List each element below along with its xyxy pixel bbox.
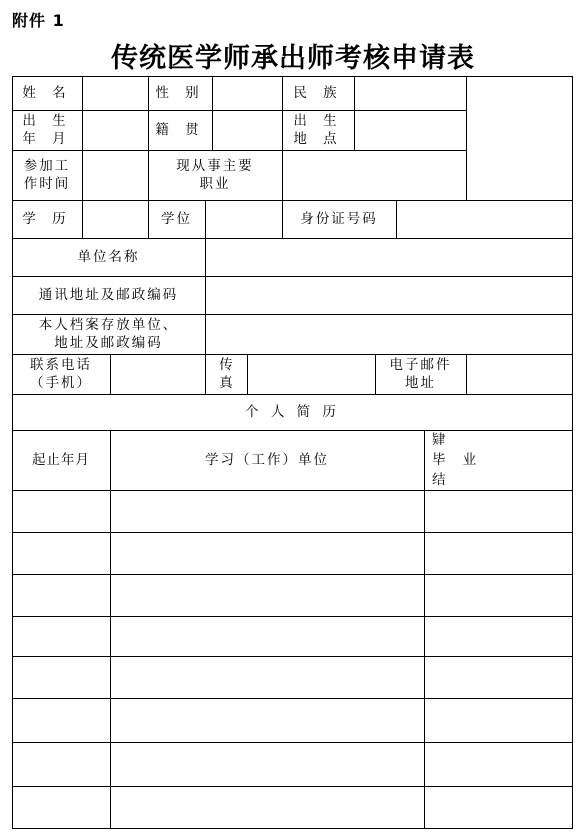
native-place-label: 籍 贯 (155, 122, 205, 138)
birth-date-label: 出 生 年 月 (22, 113, 72, 147)
col-line (396, 200, 397, 238)
work-start-label: 参加工 作时间 (23, 158, 71, 192)
form-title: 传统医学师承出师考核申请表 (111, 43, 475, 74)
col-line (110, 354, 111, 394)
resume-line-1 (12, 490, 573, 491)
col-line (82, 200, 83, 238)
education-label: 学 历 (22, 211, 72, 227)
col-line (212, 76, 213, 150)
resume-grad-header-c: 结 (432, 472, 446, 488)
id-number-label: 身份证号码 (300, 211, 378, 227)
col-line (466, 354, 467, 394)
archive-label: 本人档案存放单位、 地址及邮政编码 (38, 317, 179, 351)
resume-grad-header-b: 毕 业 (432, 452, 477, 468)
resume-grad-header-a: 肄 (432, 432, 446, 448)
ethnicity-label: 民 族 (293, 85, 343, 101)
employer-label: 单位名称 (77, 249, 140, 265)
resume-line-7 (12, 742, 573, 743)
address-label: 通讯地址及邮政编码 (38, 287, 179, 303)
fax-label: 传 真 (219, 357, 233, 391)
col-line (205, 238, 206, 354)
resume-line-4 (12, 616, 573, 617)
name-label: 姓 名 (22, 85, 72, 101)
birth-place-label: 出 生 地 点 (293, 113, 343, 147)
degree-label: 学位 (161, 211, 192, 227)
occupation-label: 现从事主要 职业 (176, 158, 254, 192)
resume-unit-header: 学习（工作）单位 (205, 452, 329, 468)
resume-col-line-2 (424, 430, 425, 829)
resume-period-header: 起止年月 (32, 452, 90, 468)
col-line (82, 76, 83, 150)
border-bottom (12, 828, 573, 829)
resume-section-title: 个 人 简 历 (245, 404, 340, 420)
resume-line-3 (12, 574, 573, 575)
resume-line-6 (12, 698, 573, 699)
col-line (247, 354, 248, 394)
col-line (354, 76, 355, 150)
resume-line-5 (12, 656, 573, 657)
col-line (205, 200, 206, 238)
border-right (572, 76, 573, 829)
resume-line-8 (12, 786, 573, 787)
col-line (82, 150, 83, 200)
resume-line-2 (12, 532, 573, 533)
attachment-label: 附件 1 (12, 11, 65, 30)
email-label: 电子邮件 地址 (389, 357, 452, 391)
gender-label: 性 别 (155, 85, 205, 101)
phone-label: 联系电话 （手机） (30, 357, 92, 391)
photo-box-left (466, 76, 467, 200)
